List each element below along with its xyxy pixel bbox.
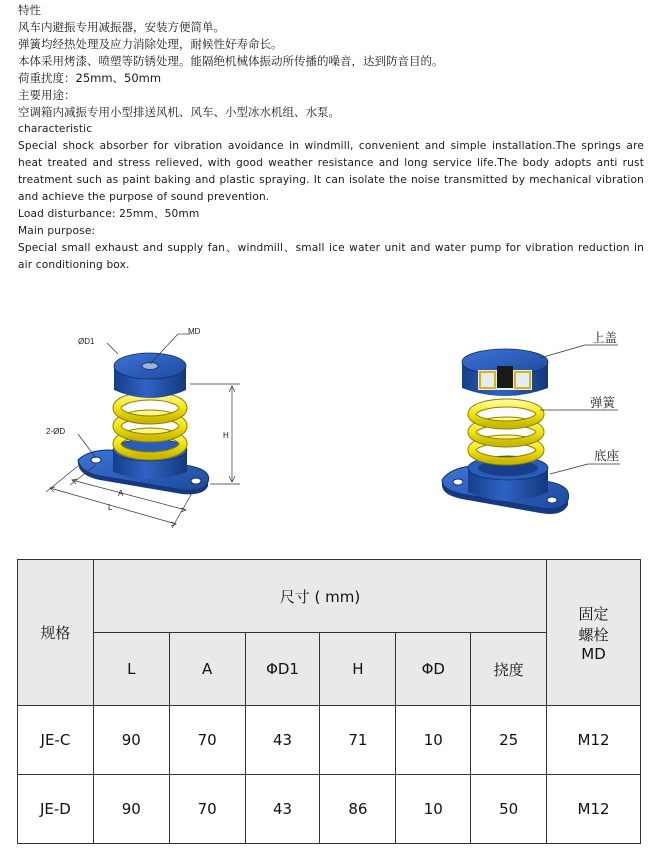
product-illustrations (0, 300, 654, 540)
cn-heading: 特性 (18, 3, 41, 17)
cell-od1: 43 (245, 775, 320, 844)
md-label: MD (188, 327, 201, 336)
cell-a: 70 (169, 775, 245, 844)
cell-od: 10 (396, 775, 471, 844)
en-paragraph: Special shock absorber for vibration avoidance in windmill, convenient and simple installation.The springs are heat treated and stress relieved, with good weather resistance and long service life.The body adopts anti rust treatment such as paint baking and plastic spraying. It can isolate the noise transmitted by mechanical vibration and achieve the purpose of sound prevention. (18, 140, 644, 203)
col-header-od: ΦD (396, 633, 471, 706)
exploded-spring (472, 403, 540, 461)
cell-l: 90 (93, 706, 169, 775)
bolt-header-line: 螺栓 (578, 625, 609, 644)
h-label: H (223, 431, 229, 440)
en-purpose-heading: Main purpose: (18, 225, 96, 237)
dimension-drawing (46, 327, 240, 528)
cell-h: 86 (320, 775, 396, 844)
cn-line: 弹簧均经热处理及应力消除处理，耐候性好寿命长。 (18, 37, 283, 51)
en-purpose: Special small exhaust and supply fan、windmill、small ice water unit and water pump for vibration reduction in air conditioning box. (18, 242, 644, 271)
col-header-deflection: 挠度 (471, 633, 547, 706)
col-header-od1: ΦD1 (245, 633, 320, 706)
col-header-l: L (93, 633, 169, 706)
exploded-view (442, 330, 620, 514)
od1-label: ØD1 (78, 337, 95, 346)
spec-table (17, 559, 641, 844)
a-label: A (118, 489, 124, 498)
cell-md: M12 (547, 706, 641, 775)
cn-line: 风车内避振专用减振器，安装方便简单。 (18, 20, 225, 34)
model-header: 规格 (18, 560, 94, 706)
product-description (18, 2, 644, 274)
table-row (18, 775, 641, 844)
cell-deflection: 25 (471, 706, 547, 775)
cell-model: JE-C (18, 706, 94, 775)
callout-base: 底座 (594, 448, 620, 463)
bolt-header (547, 560, 641, 706)
en-heading: characteristic (18, 123, 93, 135)
col-header-a: A (169, 633, 245, 706)
callout-cover: 上盖 (592, 330, 618, 345)
cell-od1: 43 (245, 706, 320, 775)
cell-a: 70 (169, 706, 245, 775)
cell-md: M12 (547, 775, 641, 844)
top-cap (114, 353, 186, 398)
en-load-line: Load disturbance: 25mm、50mm (18, 208, 200, 220)
bolt-header-line: 固定 (578, 604, 609, 623)
bolt-hole (191, 478, 201, 484)
callout-spring: 弹簧 (590, 395, 616, 410)
cell-h: 71 (320, 706, 396, 775)
cell-deflection: 50 (471, 775, 547, 844)
cn-purpose: 空调箱内减振专用小型排送风机、风车、小型冰水机组、水泵。 (18, 105, 340, 119)
cn-purpose-heading: 主要用途： (18, 88, 76, 102)
size-header: 尺寸 ( mm) (93, 560, 546, 633)
exploded-cover (462, 349, 548, 396)
table-row (18, 706, 641, 775)
cn-line: 本体采用烤漆、喷塑等防锈处理。能隔绝机械体振动所传播的噪音，达到防音目的。 (18, 54, 444, 68)
od-label: 2-ØD (46, 427, 66, 436)
l-label: L (108, 503, 113, 512)
cell-l: 90 (93, 775, 169, 844)
cn-load-line: 荷重扰度：25mm、50mm (18, 71, 162, 85)
cell-od: 10 (396, 706, 471, 775)
col-header-h: H (320, 633, 396, 706)
cell-model: JE-D (18, 775, 94, 844)
bolt-header-line: MD (581, 644, 606, 663)
